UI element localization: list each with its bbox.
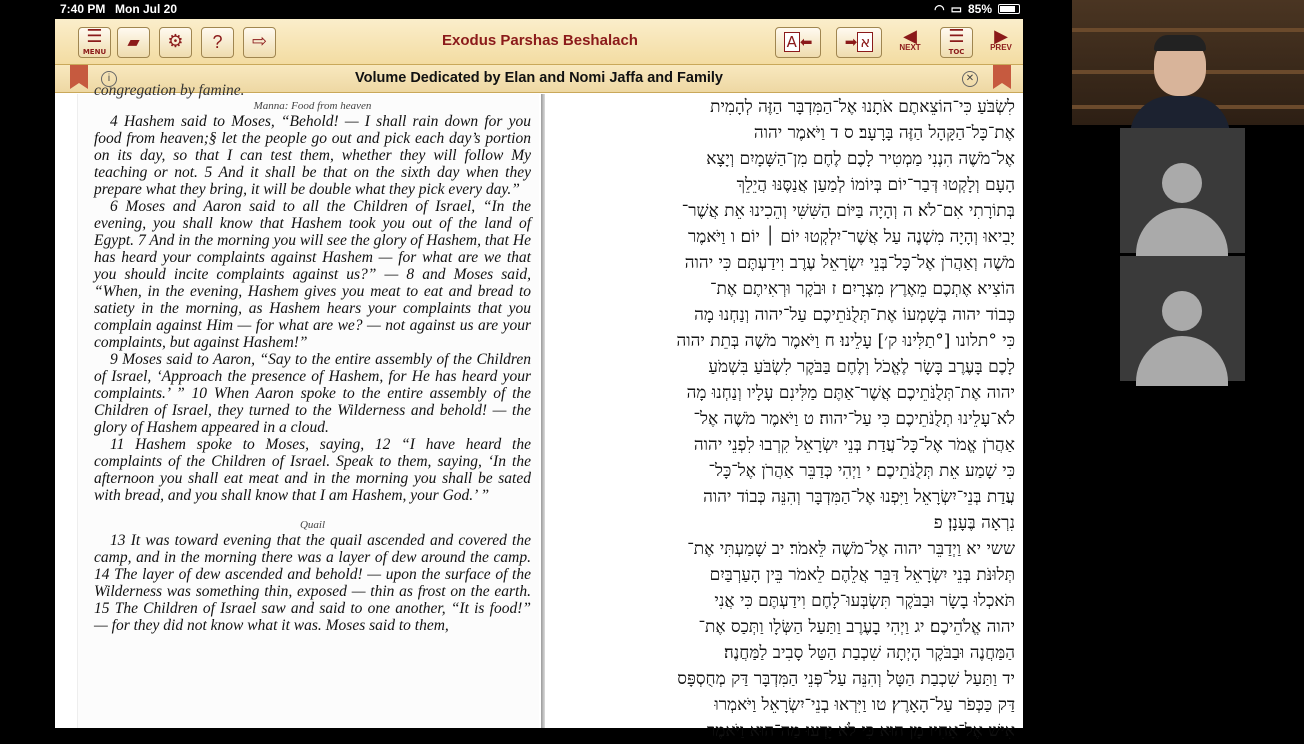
status-bar bbox=[0, 0, 1072, 19]
next-button[interactable] bbox=[890, 23, 930, 52]
verse-paragraph: 11 Hashem spoke to Moses, saying, 12 “I have heard the complaints of the Children of Israel. Speak to them, saying, ‘In the afternoon you shall eat meat and in the morning you shall be sated with bread, and you shall know that I am Hashem, your God.’ ” bbox=[94, 436, 531, 504]
battery-percent: 85% bbox=[967, 2, 992, 16]
menu-label: MENU bbox=[82, 48, 107, 56]
info-icon[interactable]: i bbox=[101, 71, 117, 87]
participant-tile[interactable] bbox=[1120, 256, 1245, 381]
hebrew-line: הוֹצִיא אֶתְכֶם מֵאֶרֶץ מִצְרָיִם׃ ז וּבֹקֶר וּרְאִיתֶם אֶת־ bbox=[709, 279, 1015, 299]
hebrew-line: מֹשֶׁה וְאַהֲרֹן אֶל־כָּל־בְּנֵי יִשְׂרָאֵל עֶרֶב וִידַעְתֶּם כִּי יהוה bbox=[684, 253, 1015, 273]
hebrew-line: יהוה אֶת־תְּלֻנֹּתֵיכֶם אֲשֶׁר־אַתֶּם מַלִּינִם עָלָיו וְנַחְנוּ מָה bbox=[686, 383, 1015, 403]
triangle-right-icon: ▶ bbox=[994, 26, 1008, 46]
avatar-body bbox=[1136, 336, 1228, 386]
question-icon: ? bbox=[212, 32, 223, 52]
headset-icon bbox=[1154, 35, 1206, 51]
verse-paragraph: 6 Moses and Aaron said to all the Children of Israel, “In the evening, you shall know that Hashem took you out of the land of Egypt. 7 And in the morning you will see the glory of Hashem, that He has heard your complaints against Hashem — for what are we that you should incite complaints against us?” — 8 and Moses said, “When, in the evening, Hashem gives you meat to eat and bread to satiety in the morning, as Hashem hears your complaints that you complain against Him — for what are we? — not against us are your complaints, but against Hashem!” bbox=[94, 198, 531, 351]
list-icon: ☰ bbox=[948, 26, 965, 47]
hebrew-line: לִשְׂבֹּעַ כִּי־הוֹצֵאתֶם אֹתָנוּ אֶל־הַמִּדְבָּר הַזֶּה לְהָמִית bbox=[710, 97, 1015, 117]
hebrew-line: נִרְאָה בֶּעָנָן׃ פ bbox=[933, 513, 1015, 533]
status-time: 7:40 PM bbox=[60, 2, 106, 16]
verse-paragraph: 13 It was toward evening that the quail ascended and covered the camp, and in the morning there was a layer of dew around the camp. 14 The layer of dew ascended and behold! — upon the surface of the Wilderness was something thin, exposed — thin as frost on the earth. 15 The Children of Israel saw and said to one another, “It is food!” — for they did not know what it was. Moses said to them, bbox=[94, 532, 531, 634]
hebrew-line: אֶת־כָּל־הַקָּהָל הַזֶּה בָּרָעָב׃ ס ד וַיֹּאמֶר יהוה bbox=[753, 123, 1015, 143]
page-title: Exodus Parshas Beshalach bbox=[442, 32, 638, 49]
hebrew-line: דַּק כַּכְּפֹר עַל־הָאָרֶץ׃ טו וַיִּרְאוּ בְנֵי־יִשְׂרָאֵל וַיֹּאמְרוּ bbox=[714, 695, 1015, 715]
video-call-panel bbox=[1072, 0, 1304, 382]
hebrew-line: אַהֲרֹן אֱמֹר אֶל־כָּל־עֲדַת בְּנֵי יִשְׂרָאֵל קִרְבוּ לִפְנֵי יהוה bbox=[693, 435, 1015, 455]
arrow-left-icon: ⬅ bbox=[799, 33, 813, 51]
hebrew-language-button[interactable] bbox=[836, 27, 882, 58]
arrow-right-icon: ⇨ bbox=[251, 31, 268, 52]
prev-button[interactable] bbox=[981, 23, 1021, 52]
goto-button[interactable] bbox=[243, 27, 276, 58]
toc-label: TOC bbox=[948, 48, 965, 56]
status-date: Mon Jul 20 bbox=[115, 2, 178, 16]
toc-button[interactable] bbox=[940, 27, 973, 58]
hebrew-line: יָבִיאוּ וְהָיָה מִשְׁנֶה עַל אֲשֶׁר־יִלְקְטוּ יוֹם ׀ יוֹם׃ ו וַיֹּאמֶר bbox=[687, 227, 1015, 247]
avatar-icon bbox=[1162, 163, 1202, 203]
screen-mirror-icon: ▭ bbox=[950, 2, 962, 16]
close-icon[interactable]: ✕ bbox=[962, 71, 978, 87]
library-button[interactable] bbox=[117, 27, 150, 58]
participant-tile-host[interactable] bbox=[1072, 0, 1304, 125]
hebrew-line: כִּי שָׁמַע אֵת תְּלֻנֹּתֵיכֶם׃ י וַיְהִי כְּדַבֵּר אַהֲרֹן אֶל־כָּל־ bbox=[708, 461, 1015, 481]
triangle-left-icon: ◀ bbox=[903, 26, 917, 46]
hebrew-line: הָעָם וְלָקְטוּ דְּבַר־יוֹם בְּיוֹמוֹ לְמַעַן אֲנַסֶּנּוּ הֲיֵלֵךְ bbox=[736, 175, 1015, 195]
hebrew-line: לָכֶם בָּעֶרֶב בָּשָׂר לֶאֱכֹל וְלֶחֶם בַּבֹּקֶר לִשְׂבֹּעַ בִּשְׁמֹעַ bbox=[708, 357, 1015, 377]
hebrew-line: עֲדַת בְּנֵי־יִשְׂרָאֵל וַיִּפְנוּ אֶל־הַמִּדְבָּר וְהִנֵּה כְּבוֹד יהוה bbox=[703, 487, 1015, 507]
hebrew-line: יהוה אֱלֹהֵיכֶם׃ יג וַיְהִי בָעֶרֶב וַתַּעַל הַשְּׂלָו וַתְּכַס אֶת־ bbox=[698, 617, 1015, 637]
hebrew-line: יד וַתַּעַל שִׁכְבַת הַטָּל וְהִנֵּה עַל־פְּנֵי הַמִּדְבָּר דַּק מְחֻסְפָּס bbox=[677, 669, 1015, 689]
arrow-right-solid-icon: ➡ bbox=[844, 33, 858, 51]
hebrew-line: אֶל־מֹשֶׁה הִנְנִי מַמְטִיר לָכֶם לֶחֶם מִן־הַשָּׁמָיִם וְיָצָא bbox=[706, 149, 1015, 169]
text-content bbox=[55, 82, 1023, 741]
english-language-button[interactable] bbox=[775, 27, 821, 58]
battery-fill bbox=[1000, 6, 1015, 12]
hebrew-line: הַמַּחֲנֶה וּבַבֹּקֶר הָיְתָה שִׁכְבַת הַטַּל סָבִיב לַמַּחֲנֶה׃ bbox=[723, 643, 1015, 663]
participant-tile[interactable] bbox=[1120, 128, 1245, 253]
help-button[interactable] bbox=[201, 27, 234, 58]
column-divider bbox=[541, 94, 545, 728]
avatar-icon bbox=[1162, 291, 1202, 331]
hebrew-text-column[interactable] bbox=[549, 94, 1023, 741]
status-indicators bbox=[934, 2, 1020, 16]
section-heading: Manna: Food from heaven bbox=[253, 100, 372, 112]
hebrew-letter: א bbox=[857, 32, 873, 52]
wifi-icon: ◠ bbox=[934, 2, 945, 16]
cut-line: congregation by famine. bbox=[94, 82, 245, 99]
hebrew-line: כִּי °תלונו [°תַלִּינוּ ק׳] עָלֵינוּ׃ ח וַיֹּאמֶר מֹשֶׁה בְּתֵת יהוה bbox=[676, 331, 1015, 351]
hebrew-line: תֹּאכְלוּ בָשָׂר וּבַבֹּקֶר תִּשְׂבְּעוּ־לָחֶם וִידַעְתֶּם כִּי אֲנִי bbox=[714, 591, 1015, 611]
menu-button[interactable] bbox=[78, 27, 111, 58]
hebrew-line: בְּתוֹרָתִי אִם־לֹא׃ ה וְהָיָה בַּיּוֹם הַשִּׁשִּׁי וְהֵכִינוּ אֵת אֲשֶׁר־ bbox=[681, 201, 1015, 221]
english-letter: A bbox=[784, 32, 800, 52]
bookshelf bbox=[1072, 28, 1304, 32]
next-label: NEXT bbox=[899, 43, 921, 52]
hebrew-line: ששי יא וַיְדַבֵּר יהוה אֶל־מֹשֶׁה לֵּאמֹר׃ יב שָׁמַעְתִּי אֶת־ bbox=[687, 539, 1015, 559]
hebrew-line: אִישׁ אֶל־אָחִיו מָן הוּא כִּי לֹא יָדְעוּ מַה־הוּא וַיֹּאמֶר bbox=[706, 721, 1015, 741]
prev-label: PREV bbox=[990, 43, 1012, 52]
hebrew-line: כְּבוֹד יהוה בְּשָׁמְעוֹ אֶת־תְּלֻנֹּתֵיכֶם עַל־יהוה וְנַחְנוּ מָה bbox=[694, 305, 1015, 325]
hebrew-line: לֹא־עָלֵינוּ תְלֻנֹּתֵיכֶם כִּי עַל־יהוה׃ ט וַיֹּאמֶר מֹשֶׁה אֶל־ bbox=[693, 409, 1015, 429]
menu-icon: ☰ bbox=[86, 26, 103, 47]
settings-button[interactable] bbox=[159, 27, 192, 58]
dedication-text: Volume Dedicated by Elan and Nomi Jaffa and Family bbox=[355, 70, 723, 86]
gear-icon: ⚙ bbox=[167, 31, 184, 52]
verse-paragraph: 9 Moses said to Aaron, “Say to the entire assembly of the Children of Israel, ‘Approach the presence of Hashem, for He has heard your complaints.’ ” 10 When Aaron spoke to the entire assembly of the Children of Israel, they turned to the Wilderness and behold! — the glory of Hashem appeared in a cloud. bbox=[94, 351, 531, 436]
hebrew-line: תְּלוּנֹּת בְּנֵי יִשְׂרָאֵל דַּבֵּר אֲלֵהֶם לֵאמֹר בֵּין הָעַרְבַּיִם bbox=[709, 565, 1015, 585]
briefcase-icon: ▰ bbox=[127, 32, 140, 51]
battery-icon bbox=[998, 4, 1020, 14]
avatar-body bbox=[1136, 208, 1228, 258]
verse-paragraph: 4 Hashem said to Moses, “Behold! — I shall rain down for you food from heaven;§ let the people go out and pick each day’s portion on its day, so that I can test them, whether they will follow My teaching or not. 5 And it shall be that on the sixth day when they prepare what they bring, it will be double what they pick every day.” bbox=[94, 113, 531, 198]
english-translation-column[interactable] bbox=[77, 82, 539, 728]
section-heading: Quail bbox=[299, 519, 326, 531]
reader-app bbox=[55, 19, 1023, 741]
toolbar bbox=[55, 19, 1023, 65]
